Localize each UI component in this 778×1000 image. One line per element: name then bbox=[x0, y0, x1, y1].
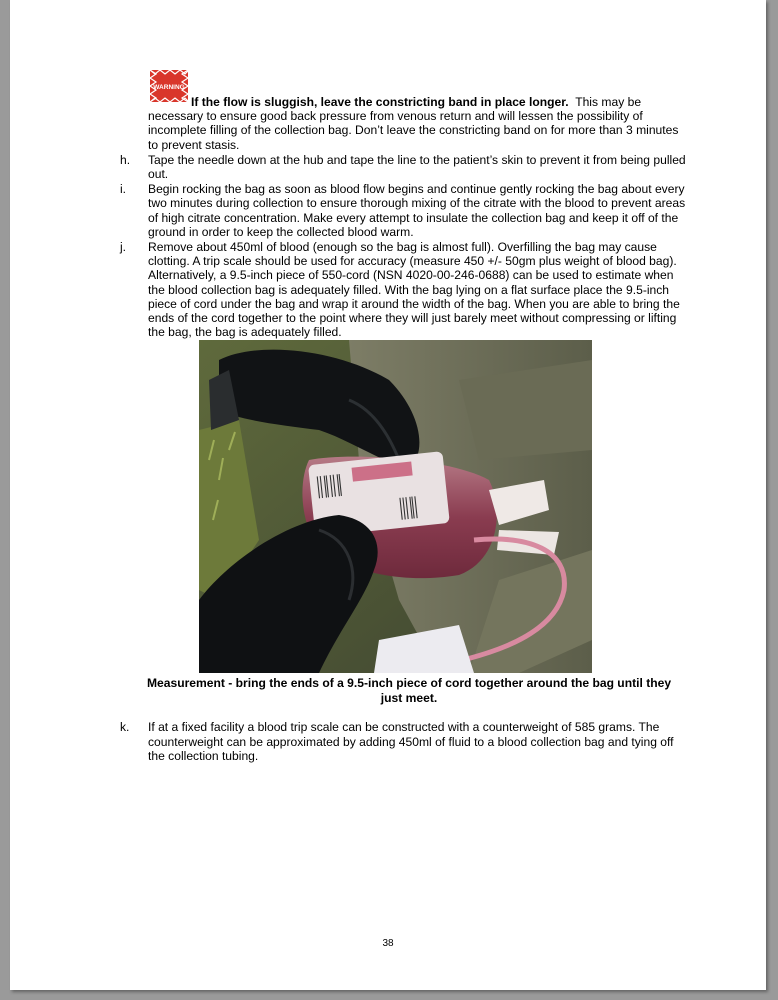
list-item bbox=[120, 182, 688, 239]
list-item-label: h. bbox=[120, 152, 131, 167]
warning-text: This may be necessary to ensure good back pressure from venous return and will lessen the possibility of incomplete filling of the collection bag. Don’t leave the constricting band on for more than 3 minutes to prevent stasis. bbox=[148, 95, 679, 152]
list-item-text: If at a fixed facility a blood trip scale can be constructed with a counterweight of 585 grams. The counterweight can be approximated by adding 450ml of fluid to a blood collection bag and tying off the collection tubing. bbox=[148, 720, 674, 763]
warning-icon-label: WARNING bbox=[153, 84, 185, 91]
document-page bbox=[10, 0, 766, 990]
list-item-label: j. bbox=[120, 240, 127, 255]
list-item-text: Tape the needle down at the hub and tape the line to the patient’s skin to prevent it from being pulled out. bbox=[148, 152, 686, 182]
warning-paragraph bbox=[120, 66, 688, 152]
list-item bbox=[120, 153, 688, 181]
photo-illustration bbox=[199, 340, 592, 673]
blood-bag-photo bbox=[199, 340, 592, 673]
list-item-text: Begin rocking the bag as soon as blood flow begins and continue gently rocking the bag about every two minutes during collection to ensure thorough mixing of the citrate with the blood to prevent areas of high citrate concentration. Make every attempt to insulate the collection bag and keep it off of the ground in order to keep the collected blood warm. bbox=[148, 182, 686, 239]
warning-bold-text: If the flow is sluggish, leave the constricting band in place longer. bbox=[191, 95, 569, 109]
warning-icon bbox=[149, 69, 189, 103]
page-content bbox=[120, 66, 688, 763]
list-item-label: i. bbox=[120, 182, 127, 197]
figure-caption: Measurement - bring the ends of a 9.5-inch piece of cord together around the bag until they just meet. bbox=[146, 676, 672, 705]
list-item bbox=[120, 240, 688, 339]
list-item bbox=[120, 720, 688, 763]
list-item-label: k. bbox=[120, 720, 130, 735]
list-item-text: Remove about 450ml of blood (enough so the bag is almost full). Overfilling the bag may cause clotting. A trip scale should be used for accuracy (measure 450 +/- 50gm plus weight of blood bag). Alternatively, a 9.5-inch piece of 550-cord (NSN 4020-00-246-0688) can be used to estimate when the blood collection bag is adequately filled. With the bag lying on a flat surface place the 9.5-inch piece of cord under the bag and wrap it around the width of the bag. When you are able to bring the ends of the cord together to the point where they will just barely meet without compressing or lifting the bag, the bag is adequately filled. bbox=[148, 240, 680, 340]
page-number: 38 bbox=[382, 938, 394, 949]
